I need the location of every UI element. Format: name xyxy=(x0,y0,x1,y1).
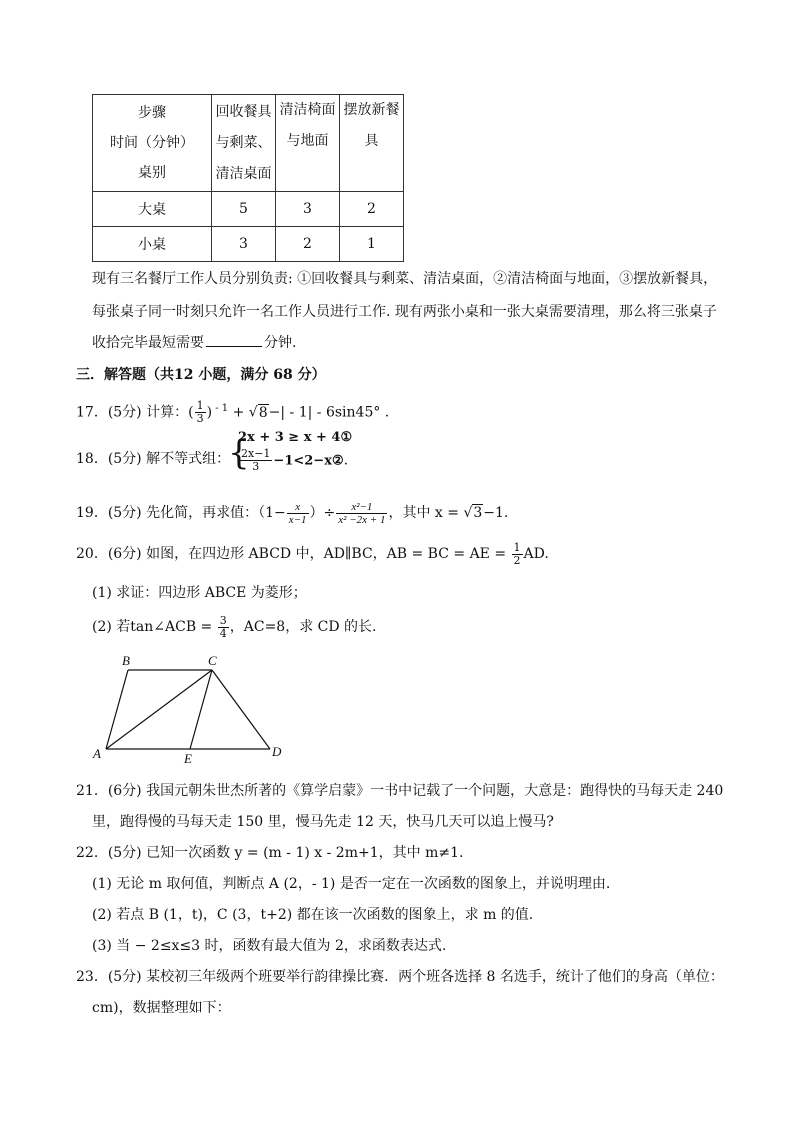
header-col-1-line-3: 清洁桌面 xyxy=(215,165,272,182)
q16-line-3-text: 收拾完毕最短需要 xyxy=(92,335,204,351)
q19-prefix: 19．(5分) 先化简，再求值：（1− xyxy=(76,505,286,521)
q20-p2-b: ，AC=8，求 CD 的长. xyxy=(229,619,377,635)
q19-sqrt-arg: 3 xyxy=(473,505,483,521)
q20-tan-num: 3 xyxy=(219,613,227,627)
q20-main xyxy=(76,540,549,568)
q17-exponent: - 1 xyxy=(212,403,229,414)
q17-prefix: 17．(5分) 计算：( xyxy=(76,404,194,421)
section-3-title: 三．解答题（共12 小题，满分 68 分） xyxy=(76,367,326,383)
q16-line-3 xyxy=(92,332,296,352)
q20-half-den: 2 xyxy=(513,553,521,567)
q18-line-2-tail: −1<2−x② xyxy=(273,453,344,469)
q16-line-2: 每张桌子同一时刻只允许一名工作人员进行工作. 现有两张小桌和一张大桌需要清理，那么将三张桌子 xyxy=(92,304,717,320)
q18-brace: { xyxy=(228,433,250,473)
header-col-3 xyxy=(340,95,404,192)
q17-frac-num: 1 xyxy=(196,399,204,413)
header-col-1-line-1: 回收餐具 xyxy=(215,103,272,120)
table-row xyxy=(93,192,404,227)
q17-frac-den: 3 xyxy=(196,412,204,426)
q22-main: 22．(5分) 已知一次函数 y = (m - 1) x - 2m+1，其中 m≠1. xyxy=(76,845,464,861)
q19-f2-num: x²−1 xyxy=(336,501,387,514)
q20-half-num: 1 xyxy=(513,540,521,554)
table-cell: 1 xyxy=(340,227,404,262)
q20-part-1: (1) 求证：四边形 ABCE 为菱形； xyxy=(92,585,307,601)
header-col-3-line-2: 具 xyxy=(364,133,379,149)
segment-AC xyxy=(106,670,212,749)
header-col-3-line-1: 摆放新餐 xyxy=(343,102,400,118)
corner-line-2: 时间（分钟） xyxy=(110,135,194,151)
segment-AB xyxy=(106,670,128,749)
q20-main-b: AD. xyxy=(523,546,549,562)
q16-line-3-tail: 分钟. xyxy=(264,335,297,351)
q19: 19．(5分) 先化简，再求值：（1− $\frac{x}{x-1}$ ）÷ $\frac{\text{x²−1}}{\text{x² −2x + 1}}$ ，其中 x = √3−1. xyxy=(76,500,509,526)
header-col-2-line-2: 与地面 xyxy=(286,133,329,149)
q19-f2-den: x² −2x + 1 xyxy=(338,513,386,526)
table-cell: 3 xyxy=(276,192,340,227)
label-A: A xyxy=(93,746,101,761)
q19-fraction-2 xyxy=(336,501,387,526)
q20-half xyxy=(512,542,523,567)
q19-tail-a: ，其中 x = xyxy=(388,505,464,521)
q21-line-1: 21．(6分) 我国元朝朱世杰所著的《算学启蒙》一书中记载了一个问题，大意是：跑得快的马每天走 240 xyxy=(76,783,724,799)
q22-part-1: (1) 无论 m 取何值，判断点 A (2，- 1) 是否一定在一次函数的图象上，并说明理由. xyxy=(92,876,611,892)
q23-line-2: cm)，数据整理如下： xyxy=(92,1000,231,1016)
quadrilateral-figure xyxy=(88,650,298,770)
answer-blank xyxy=(206,334,262,347)
table-cell: 3 xyxy=(212,227,276,262)
label-B: B xyxy=(122,653,130,668)
corner-line-1: 步骤 xyxy=(138,105,166,121)
q17-paren: ) xyxy=(206,404,213,421)
header-col-2-line-1: 清洁椅面 xyxy=(279,102,336,118)
q22-part-3: (3) 当 − 2≤x≤3 时，函数有最大值为 2，求函数表达式. xyxy=(92,938,447,954)
table-cell: 5 xyxy=(212,192,276,227)
q17-fraction xyxy=(195,400,206,425)
q19-f1-den: x−1 xyxy=(288,513,307,526)
q19-tail-b: −1. xyxy=(483,505,509,521)
q19-fraction-1 xyxy=(287,501,309,526)
q23-line-1: 23．(5分) 某校初三年级两个班要举行韵律操比赛．两个班各选择 8 名选手，统计了他们的身高（单位： xyxy=(76,969,724,985)
q18-frac-den: 3 xyxy=(252,460,260,473)
q17-sqrt-arg: 8 xyxy=(258,404,268,421)
time-table xyxy=(92,94,404,262)
row-label: 大桌 xyxy=(93,192,212,227)
corner-line-3: 桌别 xyxy=(138,165,166,181)
q20-part-2 xyxy=(92,612,377,642)
q18-frac-num: 2x−1 xyxy=(241,447,271,460)
header-col-2 xyxy=(276,95,340,192)
q18-line-1: 2x + 3 ≥ x + 4① xyxy=(238,430,353,445)
q18-end: . xyxy=(343,452,349,469)
q20-tan-fraction xyxy=(218,615,229,640)
q21-line-2: 里，跑得慢的马每天走 150 里，慢马先走 12 天，快马几天可以追上慢马? xyxy=(92,814,554,830)
q18-prefix: 18．(5分) 解不等式组： xyxy=(76,451,231,467)
q19-f1-num: x xyxy=(287,501,309,514)
header-col-1-line-2: 与剩菜、 xyxy=(215,134,272,151)
table-cell: 2 xyxy=(340,192,404,227)
q20-tan-den: 4 xyxy=(219,626,227,640)
header-col-1 xyxy=(212,95,276,192)
segment-CE xyxy=(190,670,212,749)
q20-p2-a: (2) 若tan∠ACB = xyxy=(92,619,217,635)
q19-mid: ）÷ xyxy=(309,505,336,521)
q17-tail: −| - 1| - 6sin45° . xyxy=(268,404,390,421)
label-D: D xyxy=(272,744,282,759)
table-cell: 2 xyxy=(276,227,340,262)
q17: 17．(5分) 计算：( $\frac{1}{3}$ ) $^{- 1}$ + √8−| - 1| - 6sin45° . xyxy=(76,399,390,426)
table-row xyxy=(93,227,404,262)
q16-line-1: 现有三名餐厅工作人员分别负责: ①回收餐具与剩菜、清洁桌面，②清洁椅面与地面，③摆放新餐具， xyxy=(92,271,718,287)
label-C: C xyxy=(208,653,217,668)
segment-CD xyxy=(212,670,270,749)
q18-fraction xyxy=(239,448,272,473)
q20-main-a: 20．(6分) 如图，在四边形 ABCD 中，AD∥BC，AB = BC = AE = xyxy=(76,546,511,562)
label-E: E xyxy=(184,751,192,766)
table-corner-cell xyxy=(93,95,212,192)
q18-line-2 xyxy=(238,448,348,473)
row-label: 小桌 xyxy=(93,227,212,262)
q22-part-2: (2) 若点 B (1，t)，C (3，t+2) 都在该一次函数的图象上，求 m 的值. xyxy=(92,907,534,923)
q17-plus: + xyxy=(228,404,249,421)
